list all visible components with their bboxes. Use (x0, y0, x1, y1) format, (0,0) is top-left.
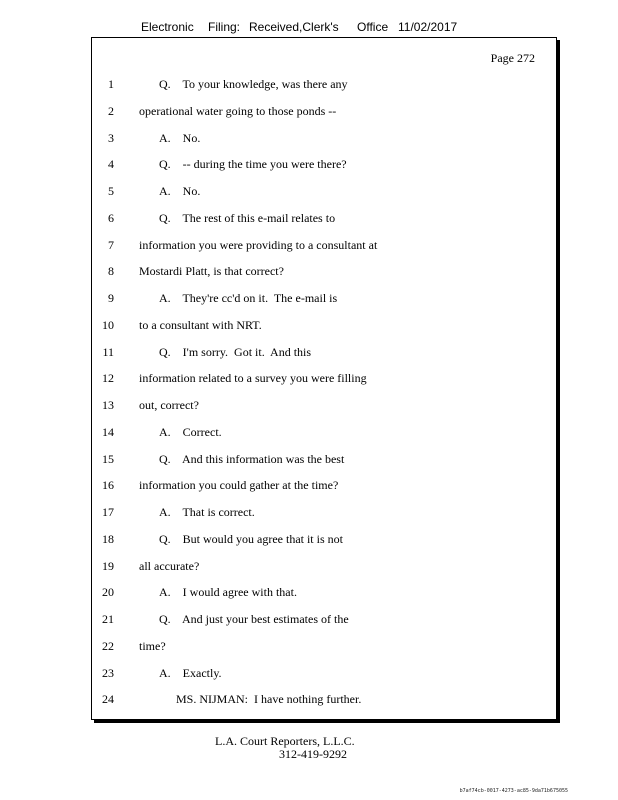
footer-phone: 312-419-9292 (279, 747, 347, 761)
line-text: Q. And just your best estimates of the (159, 612, 349, 626)
line-text: A. Exactly. (159, 665, 222, 680)
line-text: A. No. (159, 130, 201, 145)
line-number: 16 (102, 478, 114, 493)
line-text: Q. And this information was the best (159, 451, 345, 466)
transcript-line (92, 664, 558, 682)
line-text: A. Correct. (159, 424, 222, 439)
line-text: to a consultant with NRT. (139, 317, 262, 332)
line-text: Q. But would you agree that it is not (159, 531, 343, 546)
transcript-line (92, 503, 558, 521)
transcript-line (92, 690, 558, 708)
line-number: 18 (102, 531, 114, 546)
line-text: all accurate? (139, 558, 200, 573)
line-number: 9 (108, 291, 114, 305)
line-number: 3 (108, 130, 114, 145)
transcript-line (92, 262, 558, 280)
line-number: 17 (102, 505, 114, 519)
header-date: 11/02/2017 (398, 20, 458, 34)
transcript-line (92, 182, 558, 200)
line-number: 13 (102, 398, 114, 412)
line-number: 8 (108, 264, 114, 279)
line-text: Mostardi Platt, is that correct? (139, 264, 284, 279)
transcript-line (92, 476, 558, 494)
line-number: 2 (108, 103, 114, 118)
transcript-line (92, 289, 558, 307)
transcript-line (92, 396, 558, 414)
line-number: 14 (102, 424, 114, 439)
line-number: 4 (108, 157, 114, 172)
header-word-filing: Filing: (208, 20, 241, 34)
document-id: b7af74cb-0017-4273-ac85-9da71b675055 (459, 788, 568, 794)
transcript-line (92, 102, 558, 120)
transcript-line (92, 369, 558, 387)
transcript-line (92, 530, 558, 548)
transcript-line (92, 316, 558, 334)
page-number: Page 272 (490, 51, 535, 65)
line-number: 7 (108, 237, 114, 252)
line-number: 1 (108, 77, 114, 91)
line-text: information you could gather at the time? (139, 478, 339, 493)
line-text: A. They're cc'd on it. The e-mail is (159, 291, 338, 305)
line-text: Q. -- during the time you were there? (159, 157, 347, 172)
transcript-line (92, 129, 558, 147)
transcript-line (92, 637, 558, 655)
transcript-line (92, 423, 558, 441)
line-text: Q. The rest of this e-mail relates to (159, 210, 336, 225)
line-text: information you were providing to a consultant at (139, 237, 378, 252)
line-text: A. I would agree with that. (159, 585, 297, 600)
line-text: MS. NIJMAN: I have nothing further. (176, 692, 362, 707)
transcript-line (92, 610, 558, 628)
transcript-line (92, 557, 558, 575)
header-word-electronic: Electronic (141, 20, 194, 34)
line-text: Q. To your knowledge, was there any (159, 77, 348, 91)
transcript-line (92, 209, 558, 227)
line-number: 24 (102, 692, 114, 707)
line-number: 5 (108, 184, 114, 198)
transcript-line (92, 75, 558, 93)
footer-company: L.A. Court Reporters, L.L.C. (215, 734, 355, 748)
header-word-received: Received,Clerk's (249, 20, 339, 34)
transcript-page (91, 37, 557, 720)
line-number: 22 (102, 638, 114, 653)
header-word-office: Office (357, 20, 389, 34)
line-number: 20 (102, 585, 114, 600)
line-number: 10 (102, 317, 114, 332)
line-number: 15 (102, 451, 114, 466)
line-text: A. That is correct. (159, 505, 255, 519)
line-number: 23 (102, 665, 114, 680)
line-number: 11 (102, 344, 114, 359)
line-number: 12 (102, 371, 114, 386)
transcript-line (92, 155, 558, 173)
line-text: information related to a survey you were filling (139, 371, 367, 386)
line-text: Q. I'm sorry. Got it. And this (159, 344, 312, 359)
transcript-line (92, 343, 558, 361)
transcript-line (92, 450, 558, 468)
line-text: time? (139, 638, 166, 653)
line-number: 6 (108, 210, 114, 225)
line-text: out, correct? (139, 398, 199, 412)
transcript-line (92, 583, 558, 601)
line-number: 21 (102, 612, 114, 626)
transcript-line (92, 236, 558, 254)
line-text: A. No. (159, 184, 201, 198)
line-text: operational water going to those ponds -- (139, 103, 337, 118)
line-number: 19 (102, 558, 114, 573)
